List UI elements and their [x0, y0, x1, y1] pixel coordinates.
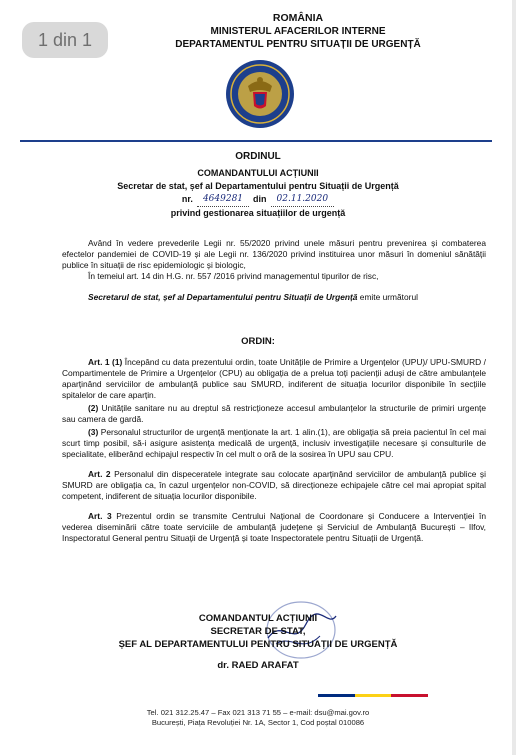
tricolor-stripe: [318, 694, 428, 697]
header-divider: [20, 140, 492, 142]
department-seal-icon: [224, 58, 296, 130]
ministry-name: MINISTERUL AFACERILOR INTERNE: [210, 26, 386, 37]
signature-block: [70, 612, 446, 672]
preamble-paragraph: Având în vedere prevederile Legii nr. 55/2020 privind unele măsuri pentru prevenirea și combaterea efectelor pandemiei de COVID-19 și ale Legii nr. 136/2020 privind instituirea unor măsuri în domeniul sănătății publice în situații de risc epidemiologic și biologic,: [62, 238, 486, 270]
country-name: ROMÂNIA: [272, 12, 324, 24]
article-1-p2-label: (2): [88, 403, 99, 413]
article-2-label: Art. 2: [88, 469, 111, 479]
preamble-issuer-line: [62, 292, 486, 303]
article-2: [62, 469, 486, 502]
preamble-issuer-rest: emite următorul: [357, 292, 418, 302]
articles: [62, 357, 486, 544]
preamble: [62, 238, 486, 303]
ordin-label: ORDIN:: [241, 336, 275, 347]
article-3-label: Art. 3: [88, 511, 112, 521]
article-1-label: Art. 1 (1): [88, 357, 123, 367]
order-heading: [60, 150, 456, 220]
order-subject: privind gestionarea situațiilor de urgență: [170, 208, 346, 218]
department-name: DEPARTAMENTUL PENTRU SITUAȚII DE URGENȚĂ: [175, 39, 421, 50]
article-1-paragraph-1: [62, 357, 486, 401]
signatory-name: dr. RAED ARAFAT: [217, 660, 299, 671]
order-number-label: nr.: [181, 194, 193, 204]
order-number-line: [60, 193, 456, 207]
preamble-issuer: Secretarul de stat, șef al Departamentului pentru Situații de Urgență: [88, 292, 358, 302]
page-counter-badge: 1 din 1: [22, 22, 108, 58]
signature-role: SECRETAR DE STAT,: [210, 626, 306, 637]
article-2-text: Personalul din dispeceratele integrate sau colocate aparținând serviciilor de ambulanță publice și SMURD are obligația ca, în cazul urgențelor non-COVID, să direcționeze echipajele către cel mai apropiat spital competent, indiferent de situația locurilor disponibile.: [62, 469, 486, 501]
footer-address: București, Piața Revoluției Nr. 1A, Sector 1, Cod poștal 010086: [151, 718, 365, 727]
document-footer: [0, 708, 516, 728]
preamble-legal-basis: În temeiul art. 14 din H.G. nr. 557 /2016 privind managementul tipurilor de risc,: [88, 271, 379, 281]
article-1-text: Începând cu data prezentului ordin, toate Unitățile de Primire a Urgențelor (UPU)/ UPU-SMURD / Compartimentele de Primire a Urgențelor (CPU) au obligația de a prelua toți pacienții aduși de către ambulanțele aparținând serviciilor de ambulanță publice sau SMURD, indiferent de situația locurilor disponibile în secțiile spitalelor de care aparțin.: [62, 357, 486, 400]
order-number: 4649281: [197, 193, 249, 207]
article-3: [62, 511, 486, 544]
article-1-p2-text: Unitățile sanitare nu au dreptul să restricționeze accesul ambulanțelor la structurile de primiri urgențe sau camera de gardă.: [62, 403, 486, 424]
order-date: 02.11.2020: [271, 193, 335, 207]
article-1-paragraph-3: [62, 427, 486, 460]
order-issuer-role: Secretar de stat, șef al Departamentului pentru Situații de Urgență: [117, 181, 399, 191]
order-issuer: COMANDANTULUI ACȚIUNII: [197, 168, 319, 178]
article-1-paragraph-2: [62, 403, 486, 425]
order-title: ORDINUL: [235, 151, 281, 162]
footer-contact: Tel. 021 312.25.47 – Fax 021 313 71 55 – e-mail: dsu@mai.gov.ro: [146, 708, 370, 717]
page-edge: [512, 0, 516, 755]
signature-department: ȘEF AL DEPARTAMENTULUI PENTRU SITUAȚII DE URGENȚĂ: [118, 639, 398, 650]
article-3-text: Prezentul ordin se transmite Centrului Național de Coordonare și Conducere a Intervenției în vederea diseminării către toate serviciile de ambulanță județene și Serviciul de Ambulanță București – Ilfov, Inspectoratul General pentru Situații de Urgență și toate Inspectoratele pentru Situații de Urgență.: [62, 511, 486, 543]
order-date-label: din: [253, 194, 267, 204]
document-header: [100, 12, 496, 51]
signature-title: COMANDANTUL ACȚIUNII: [198, 613, 318, 624]
article-1-p3-label: (3): [88, 427, 99, 437]
article-1-p3-text: Personalul structurilor de urgență menționate la art. 1 alin.(1), are obligația să preia pacientul în cel mai scurt timp posibil, să-i asigure asistența medicală de urgență, inclusiv investigațiile necesare și consulturile de specialitate, eliberând echipajul respectiv în cel mult o oră de la sosirea în UPU sau CPU.: [62, 427, 486, 459]
